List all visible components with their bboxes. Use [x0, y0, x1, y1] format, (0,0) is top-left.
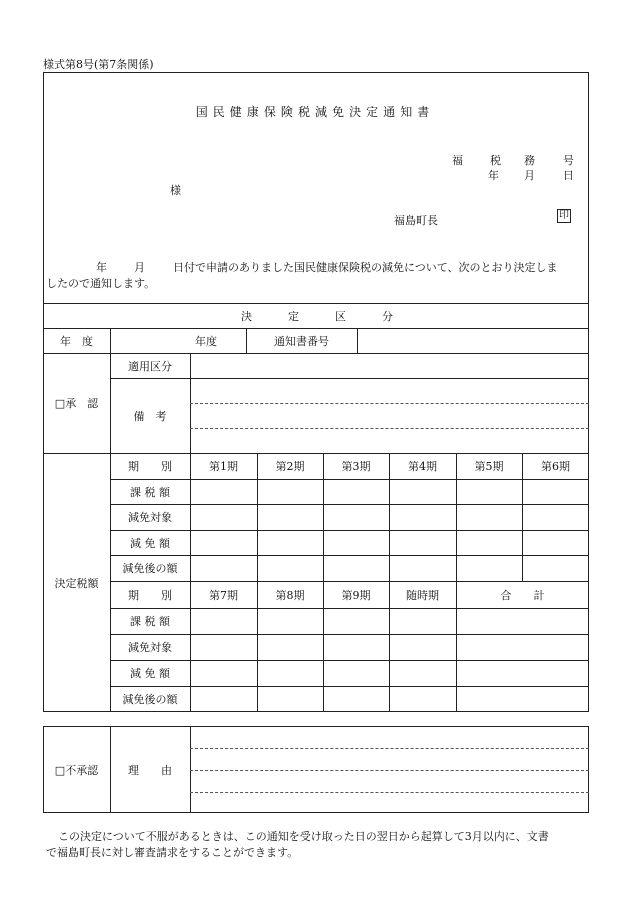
- issue-date-month: 月: [524, 169, 535, 182]
- fiscal-year-label: 年 度: [60, 334, 93, 348]
- doc-number-tax: 税: [490, 154, 501, 167]
- period-5: 第5期: [474, 460, 504, 473]
- row-reduction-target-b: 減免対象: [128, 641, 172, 654]
- period-1: 第1期: [209, 460, 238, 473]
- document-title: 国民健康保険税減免決定通知書: [195, 105, 435, 119]
- approved-checkbox[interactable]: □承 認: [54, 397, 99, 410]
- addressee-honorific: 様: [170, 184, 181, 197]
- doc-number-office: 福: [452, 154, 463, 167]
- rejected-checkbox[interactable]: □不承認: [54, 763, 99, 777]
- decision-header-4: 分: [382, 310, 393, 323]
- total-label: 合 計: [500, 588, 545, 602]
- period-4: 第4期: [408, 460, 437, 473]
- notice-number-label: 通知書番号: [274, 334, 329, 348]
- footer-line2: で福島町長に対し審査請求をすることができます。: [46, 846, 299, 859]
- row-reduction-amount-a: 減 免 額: [130, 536, 170, 550]
- issue-date-day: 日: [563, 169, 574, 182]
- remarks-label: 備 考: [133, 409, 167, 423]
- row-assessed-tax-a: 課 税 額: [130, 485, 170, 499]
- doc-number-no: 号: [563, 154, 574, 167]
- body-year: 年: [96, 261, 107, 274]
- period-6: 第6期: [541, 460, 570, 473]
- period-3: 第3期: [341, 460, 371, 473]
- decision-header-1: 決: [241, 310, 252, 323]
- form-number: 様式第8号(第7条関係): [43, 58, 154, 71]
- row-reduction-target-a: 減免対象: [128, 511, 172, 524]
- decision-header-2: 定: [288, 310, 299, 323]
- body-text-line2: したので通知します。: [46, 277, 156, 290]
- reason-label: 理 由: [128, 763, 172, 777]
- period-8: 第8期: [275, 588, 305, 602]
- issuer-name: 福島町長: [394, 214, 438, 227]
- row-assessed-tax-b: 課 税 額: [130, 615, 170, 628]
- period-occasional: 随時期: [406, 588, 439, 602]
- decided-tax-label: 決定税額: [54, 576, 99, 590]
- period-9: 第9期: [341, 588, 371, 602]
- period-7: 第7期: [209, 588, 238, 602]
- period-label-a: 期 別: [128, 460, 172, 473]
- body-text-line1: 日付で申請のありました国民健康保険税の減免について、次のとおり決定しま: [173, 261, 558, 274]
- doc-number-affairs: 務: [524, 154, 535, 167]
- decision-header-3: 区: [335, 310, 346, 323]
- issue-date-year: 年: [488, 169, 499, 182]
- application-category-label: 適用区分: [128, 359, 172, 373]
- row-reduction-amount-b: 減 免 額: [130, 667, 170, 680]
- row-after-reduction-a: 減免後の額: [122, 562, 178, 575]
- body-month: 月: [134, 261, 145, 274]
- seal-mark: 印: [559, 210, 569, 221]
- period-label-b: 期 別: [128, 588, 172, 602]
- period-2: 第2期: [275, 460, 305, 473]
- row-after-reduction-b: 減免後の額: [122, 693, 178, 706]
- fiscal-year-suffix: 年度: [195, 334, 217, 348]
- footer-line1: この決定について不服があるときは、この通知を受け取った日の翌日から起算して3月以内に、文書: [58, 830, 549, 843]
